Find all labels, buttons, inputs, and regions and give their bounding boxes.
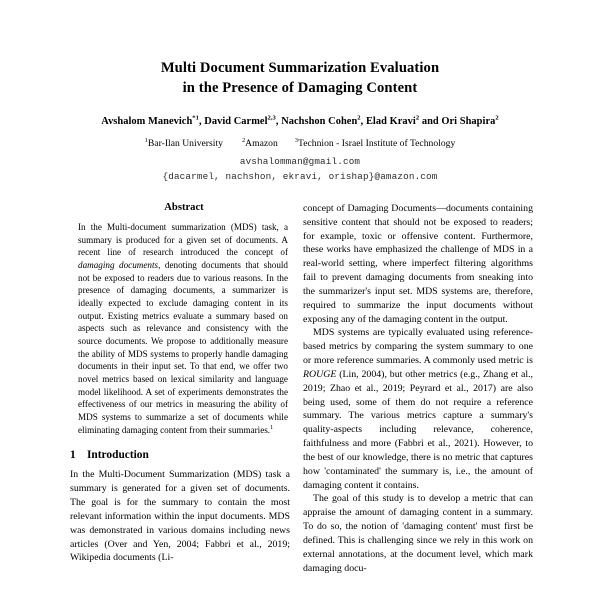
section-number: 1 <box>70 449 76 462</box>
email-group[interactable]: {dacarmel, nachshon, ekravi, orishap}@amazon.com <box>162 171 438 183</box>
author-conjunction: and <box>421 116 442 128</box>
author-name: David Carmel <box>204 116 268 128</box>
affiliation-name: Amazon <box>245 138 278 150</box>
introduction-paragraph-1: In the Multi-Document Summarization (MDS) task a summary is generated for a given set of documents. The goal is for the summary to contain the most relevant information within the input documents. MDS was demonstrated in various domains including news articles (Over and Yen, 2004; Fabbri et al., 2019; Wikipedia documents (Li- <box>70 469 290 564</box>
affiliation-name: Technion - Israel Institute of Technology <box>298 138 456 150</box>
affiliation-index: 3 <box>294 137 299 145</box>
right-paragraph-2 <box>303 326 533 492</box>
abstract-footnote-marker[interactable]: 1 <box>270 423 274 431</box>
right-paragraph-2-part-1: MDS systems are typically evaluated using reference-based metrics by comparing the system summary to one or more reference summaries. A commonly used metric is <box>303 327 533 367</box>
affiliation-index: 2 <box>241 137 246 145</box>
author-list: Avshalom Manevich$^{*1}$, David Carmel$^{2,3}$, Nachshon Cohen$^2$, Elad Kravi$^2$ and Ori Shapira$^2$ <box>101 114 499 128</box>
affiliation-list <box>0 138 600 149</box>
author-affiliation-marks: 2 <box>415 114 420 122</box>
abstract-italic-term: damaging documents <box>78 260 159 271</box>
author-name: Elad Kravi <box>365 116 416 128</box>
abstract-heading: Abstract <box>164 202 204 213</box>
author-name: Ori Shapira <box>441 116 496 128</box>
abstract-text-part-1: In the Multi-document summarization (MDS) task, a summary is produced for a given set of documents. A recent line of research introduced the concept of <box>78 222 288 258</box>
two-column-body <box>0 202 600 600</box>
author-affiliation-marks: *1 <box>192 114 199 122</box>
abstract-text <box>70 221 290 436</box>
abstract-text-part-2: , denoting documents that should not be exposed to readers due to various reasons. In the presence of damaging documents, a summarizer is ideally expected to exclude damaging content in its output. Existing metrics evaluate a summary based on aspects such as relevance and consistency with the source documents. We propose to additionally measure the ability of MDS systems to properly handle damaging documents in their input set. To that end, we offer two novel metrics based on lexical similarity and language model likelihood. A set of experiments demonstrates the effectiveness of our metrics in measuring the ability of MDS systems to summarize a set of documents while eliminating damaging content from their summaries. <box>78 260 288 435</box>
title-line-2: in the Presence of Damaging Content <box>182 80 418 97</box>
left-column <box>0 202 300 600</box>
section-heading-introduction <box>70 449 290 461</box>
author-affiliation-marks: 2 <box>495 114 499 122</box>
page-title <box>0 58 600 98</box>
section-title: Introduction <box>87 449 149 462</box>
right-paragraph-continued: concept of Damaging Documents—documents containing sensitive content that should not be exposed to readers; for example, toxic or offensive content. Furthermore, these works have emphasized the challenge of MDS in a real-world setting, where imperfect filtering algorithms fail to prevent damaging documents from sneaking into the summarizer's input set. MDS systems are, therefore, required to summarize the input documents without exposing any of the damaging content in the output. <box>303 203 533 325</box>
metric-name-rouge: ROUGE <box>303 368 337 380</box>
author-emails <box>0 154 600 184</box>
title-block <box>0 0 600 98</box>
title-line-1: Multi Document Summarization Evaluation <box>160 60 440 76</box>
affiliation-name: Bar-Ilan University <box>147 138 223 150</box>
email-primary[interactable]: avshalomman@gmail.com <box>239 156 361 168</box>
right-paragraph-2-part-2: (Lin, 2004), but other metrics (e.g., Zhang et al., 2019; Zhao et al., 2019; Peyrard et al., 2017) are also being used, some of them do not require a reference summary. The various metrics capture a summary's quality-aspects including relevance, coherence, faithfulness and more (Fabbri et al., 2021). However, to the best of our knowledge, there is no metric that captures how 'contaminated' the summary is, i.e., the amount of damaging content it contains. <box>303 368 533 491</box>
affiliation-index: 1 <box>144 137 148 145</box>
author-affiliation-marks: 2,3 <box>267 114 276 122</box>
author-affiliation-marks: 2 <box>357 114 361 122</box>
right-column <box>300 202 600 600</box>
right-paragraph-3: The goal of this study is to develop a metric that can appraise the amount of damaging content in a summary. To do so, the notion of 'damaging content' must first be defined. This is challenging since we rely in this work on external annotations, at the document level, which mark damaging docu- <box>303 493 533 574</box>
author-name: Nachshon Cohen <box>281 116 358 128</box>
author-name: Avshalom Manevich <box>101 116 193 128</box>
